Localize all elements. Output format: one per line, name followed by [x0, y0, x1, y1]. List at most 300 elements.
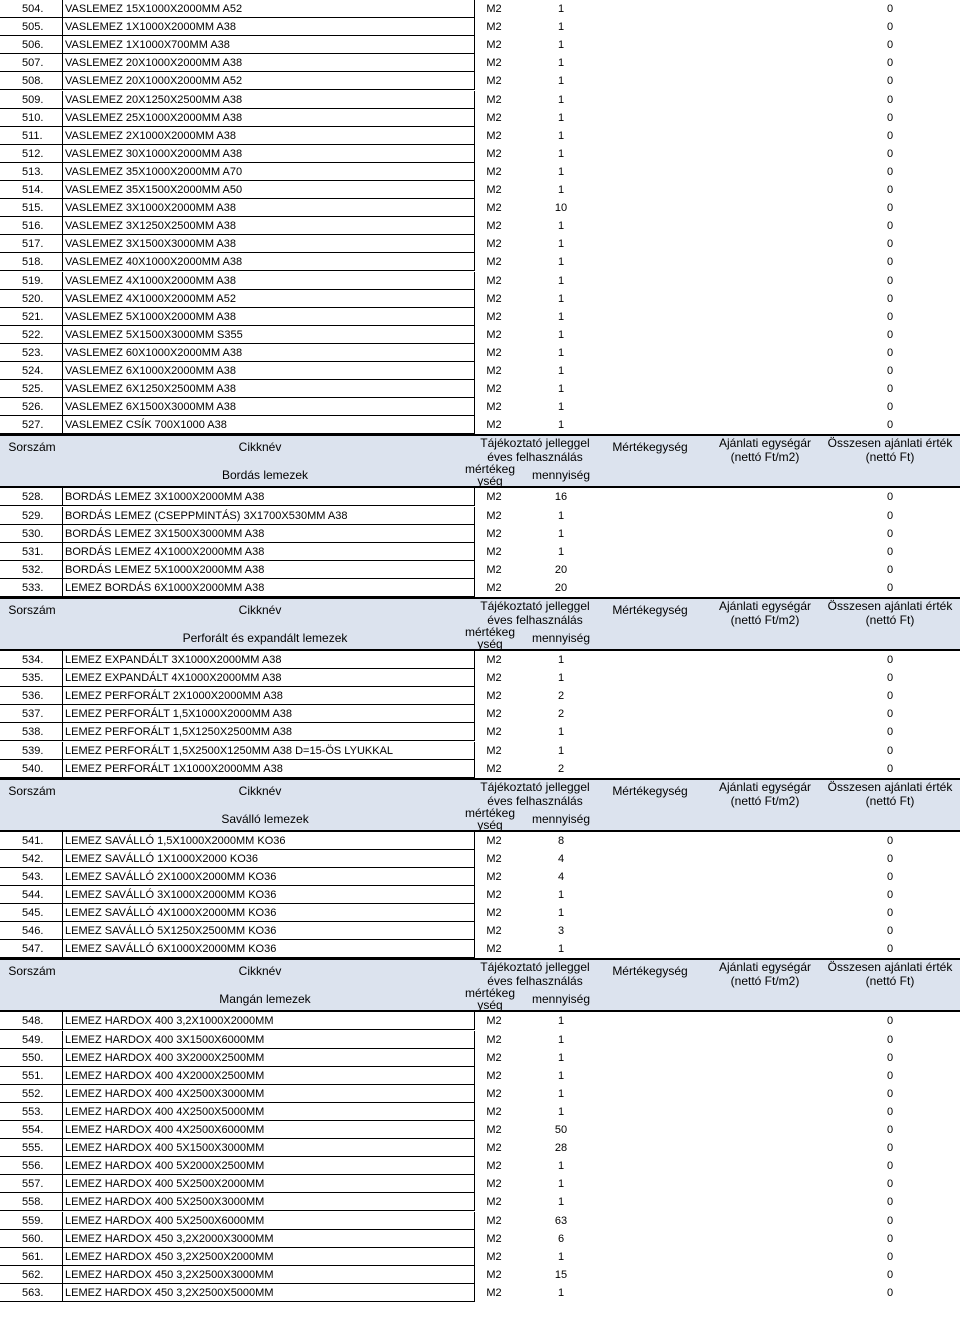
row-number: 548.	[22, 1015, 44, 1028]
table-row	[0, 1067, 960, 1085]
item-name: VASLEMEZ 5X1500X3000MM S355	[65, 328, 243, 341]
item-name: LEMEZ HARDOX 400 4X2500X3000MM	[65, 1087, 265, 1100]
section-title: Saválló lemezek	[221, 811, 309, 826]
total-value: 0	[886, 1051, 894, 1064]
item-name: VASLEMEZ 20X1000X2000MM A52	[65, 75, 243, 88]
row-number: 561.	[22, 1250, 44, 1263]
item-name: LEMEZ HARDOX 400 4X2500X6000MM	[65, 1124, 265, 1136]
unit: M2	[486, 1268, 502, 1281]
column-divider	[62, 1067, 63, 1085]
table-row	[0, 1031, 960, 1049]
column-divider	[474, 145, 475, 163]
unit: M2	[486, 581, 502, 594]
row-number: 532.	[22, 563, 44, 576]
column-divider	[474, 868, 475, 886]
row-number: 560.	[22, 1232, 44, 1245]
column-divider	[62, 940, 63, 958]
column-divider	[474, 488, 475, 506]
row-number: 523.	[22, 346, 44, 359]
column-divider	[474, 1049, 475, 1067]
row-number: 516.	[22, 220, 44, 233]
column-divider	[62, 922, 63, 940]
total-value: 0	[886, 1268, 894, 1281]
quantity: 1	[557, 147, 565, 160]
column-divider	[474, 416, 475, 434]
item-name: VASLEMEZ 6X1000X2000MM A38	[65, 365, 237, 377]
unit: M2	[486, 852, 502, 865]
quantity: 2	[557, 690, 565, 703]
column-divider	[474, 760, 475, 778]
item-name: LEMEZ HARDOX 450 3,2X2500X5000MM	[65, 1286, 274, 1299]
quantity: 10	[554, 202, 568, 215]
row-number: 556.	[22, 1160, 44, 1173]
column-divider	[474, 543, 475, 561]
header-mertekeg-line2: ység	[477, 998, 503, 1013]
unit: M2	[486, 1069, 502, 1082]
unit: M2	[486, 292, 502, 305]
total-value: 0	[886, 220, 894, 233]
header-mennyiseg: mennyiség	[531, 992, 591, 1007]
section-title: Bordás lemezek	[221, 468, 309, 483]
item-name: LEMEZ HARDOX 400 5X2500X2000MM	[65, 1178, 265, 1191]
quantity: 1	[557, 943, 565, 956]
total-value: 0	[886, 3, 894, 15]
total-value: 0	[886, 328, 894, 341]
row-divider	[0, 1301, 474, 1302]
column-divider	[62, 832, 63, 850]
header-mertekeg-line1: mértékeg	[464, 625, 516, 639]
row-number: 549.	[22, 1033, 44, 1046]
column-divider	[62, 705, 63, 723]
column-divider	[474, 1230, 475, 1248]
header-tajekoztato-line1: Tájékoztató jelleggel	[480, 436, 590, 451]
column-divider	[474, 687, 475, 705]
column-divider	[62, 290, 63, 308]
table-row	[0, 1284, 960, 1302]
row-number: 526.	[22, 401, 44, 414]
row-number: 514.	[22, 184, 44, 196]
row-number: 505.	[22, 21, 44, 34]
table-row	[0, 579, 960, 597]
unit: M2	[486, 111, 502, 124]
total-value: 0	[886, 852, 894, 865]
item-name: VASLEMEZ 4X1000X2000MM A52	[65, 292, 237, 305]
quantity: 1	[557, 93, 565, 106]
total-value: 0	[886, 726, 894, 739]
row-number: 531.	[22, 545, 44, 558]
column-divider	[474, 525, 475, 543]
row-number: 541.	[22, 834, 44, 847]
item-name: LEMEZ HARDOX 400 4X2000X2500MM	[65, 1069, 265, 1082]
table-row	[0, 235, 960, 253]
row-number: 550.	[22, 1051, 44, 1064]
item-name: VASLEMEZ 20X1000X2000MM A38	[65, 57, 243, 70]
column-divider	[62, 543, 63, 561]
column-divider	[474, 91, 475, 109]
table-row	[0, 1266, 960, 1284]
item-name: LEMEZ EXPANDÁLT 3X1000X2000MM A38	[65, 654, 282, 666]
column-divider	[62, 163, 63, 181]
quantity: 1	[557, 1069, 565, 1082]
unit: M2	[486, 184, 502, 196]
column-divider	[474, 199, 475, 217]
column-divider	[474, 362, 475, 380]
total-value: 0	[886, 39, 894, 52]
column-divider	[62, 687, 63, 705]
column-divider	[474, 705, 475, 723]
column-divider	[62, 362, 63, 380]
column-divider	[62, 904, 63, 922]
row-number: 552.	[22, 1087, 44, 1100]
total-value: 0	[886, 870, 894, 883]
unit: M2	[486, 1178, 502, 1191]
table-row	[0, 543, 960, 561]
total-value: 0	[886, 1087, 894, 1100]
column-divider	[62, 669, 63, 687]
quantity: 1	[557, 238, 565, 251]
table-row	[0, 272, 960, 290]
unit: M2	[486, 943, 502, 956]
item-name: LEMEZ HARDOX 400 4X2500X5000MM	[65, 1105, 265, 1118]
unit: M2	[486, 310, 502, 323]
table-row	[0, 1121, 960, 1139]
total-value: 0	[886, 93, 894, 106]
header-mertekeg-line1: mértékeg	[464, 462, 516, 477]
column-divider	[474, 669, 475, 687]
quantity: 1	[557, 365, 565, 377]
column-divider	[474, 72, 475, 90]
table-row	[0, 561, 960, 579]
column-divider	[62, 1031, 63, 1049]
quantity: 1	[557, 1286, 565, 1299]
column-divider	[474, 127, 475, 145]
quantity: 1	[557, 256, 565, 269]
row-number: 508.	[22, 75, 44, 88]
table-row	[0, 1212, 960, 1230]
header-mennyiseg: mennyiség	[531, 811, 591, 826]
header-ajanlati-line1: Ajánlati egységár	[718, 779, 812, 794]
total-value: 0	[886, 1124, 894, 1136]
quantity: 1	[557, 401, 565, 414]
unit: M2	[486, 57, 502, 70]
total-value: 0	[886, 57, 894, 70]
unit: M2	[486, 1124, 502, 1136]
unit: M2	[486, 328, 502, 341]
column-divider	[62, 1121, 63, 1139]
header-osszesen-line1: Összesen ajánlati érték	[827, 960, 953, 975]
column-divider	[474, 1266, 475, 1284]
table-row	[0, 742, 960, 760]
total-value: 0	[886, 545, 894, 558]
row-number: 533.	[22, 581, 44, 594]
header-mennyiseg: mennyiség	[531, 468, 591, 483]
unit: M2	[486, 1196, 502, 1209]
total-value: 0	[886, 147, 894, 160]
unit: M2	[486, 762, 502, 775]
total-value: 0	[886, 1178, 894, 1191]
table-row	[0, 54, 960, 72]
column-divider	[474, 1284, 475, 1302]
total-value: 0	[886, 708, 894, 721]
unit: M2	[486, 1105, 502, 1118]
table-row	[0, 850, 960, 868]
column-divider	[62, 181, 63, 199]
header-mertekeg-line1: mértékeg	[464, 805, 516, 820]
table-row	[0, 416, 960, 434]
unit: M2	[486, 21, 502, 34]
header-cikknev: Cikknév	[238, 964, 282, 979]
table-row	[0, 127, 960, 145]
column-divider	[62, 1175, 63, 1193]
column-divider	[62, 145, 63, 163]
header-cikknev: Cikknév	[238, 603, 282, 617]
column-divider	[62, 760, 63, 778]
header-osszesen-line2: (nettó Ft)	[865, 974, 915, 989]
unit: M2	[486, 925, 502, 938]
header-osszesen-line2: (nettó Ft)	[865, 793, 915, 808]
unit: M2	[486, 3, 502, 15]
quantity: 1	[557, 1051, 565, 1064]
quantity: 1	[557, 75, 565, 88]
section-title: Perforált és expandált lemezek	[182, 631, 348, 645]
row-number: 545.	[22, 907, 44, 920]
header-mertekeg-line2: ység	[477, 637, 503, 651]
total-value: 0	[886, 238, 894, 251]
row-number: 512.	[22, 147, 44, 160]
item-name: LEMEZ SAVÁLLÓ 3X1000X2000MM KO36	[65, 889, 277, 901]
column-divider	[62, 1248, 63, 1266]
quantity: 1	[557, 129, 565, 142]
column-divider	[62, 1212, 63, 1230]
item-name: VASLEMEZ 35X1000X2000MM A70	[65, 165, 243, 178]
quantity: 1	[557, 184, 565, 196]
total-value: 0	[886, 943, 894, 956]
unit: M2	[486, 1160, 502, 1173]
table-row	[0, 1230, 960, 1248]
item-name: BORDÁS LEMEZ 3X1500X3000MM A38	[65, 527, 265, 540]
table-row	[0, 760, 960, 778]
total-value: 0	[886, 1232, 894, 1245]
header-osszesen-line1: Összesen ajánlati érték	[827, 779, 953, 794]
row-number: 562.	[22, 1268, 44, 1281]
unit: M2	[486, 889, 502, 901]
quantity: 8	[557, 834, 565, 847]
unit: M2	[486, 1051, 502, 1064]
row-number: 543.	[22, 870, 44, 883]
quantity: 1	[557, 889, 565, 901]
section-header	[0, 958, 960, 1012]
total-value: 0	[886, 654, 894, 666]
quantity: 1	[557, 1250, 565, 1263]
table-row	[0, 687, 960, 705]
row-number: 525.	[22, 383, 44, 396]
row-number: 522.	[22, 328, 44, 341]
column-divider	[474, 940, 475, 958]
table-row	[0, 868, 960, 886]
section-header	[0, 597, 960, 651]
row-number: 528.	[22, 491, 44, 504]
table-row	[0, 217, 960, 235]
row-number: 558.	[22, 1196, 44, 1209]
item-name: LEMEZ PERFORÁLT 1,5X1250X2500MM A38	[65, 726, 293, 739]
item-name: VASLEMEZ 1X1000X700MM A38	[65, 39, 230, 52]
column-divider	[62, 1284, 63, 1302]
quantity: 50	[554, 1124, 568, 1136]
column-divider	[62, 344, 63, 362]
unit: M2	[486, 1033, 502, 1046]
unit: M2	[486, 907, 502, 920]
item-name: LEMEZ SAVÁLLÓ 2X1000X2000MM KO36	[65, 870, 277, 883]
column-divider	[62, 1103, 63, 1121]
column-divider	[62, 1157, 63, 1175]
item-name: VASLEMEZ 4X1000X2000MM A38	[65, 274, 237, 287]
total-value: 0	[886, 365, 894, 377]
row-number: 504.	[22, 3, 44, 15]
quantity: 1	[557, 1178, 565, 1191]
total-value: 0	[886, 202, 894, 215]
total-value: 0	[886, 1250, 894, 1263]
column-divider	[62, 1230, 63, 1248]
item-name: LEMEZ BORDÁS 6X1000X2000MM A38	[65, 581, 265, 594]
total-value: 0	[886, 762, 894, 775]
column-divider	[474, 579, 475, 597]
quantity: 20	[554, 563, 568, 576]
table-row	[0, 1085, 960, 1103]
quantity: 1	[557, 292, 565, 305]
quantity: 28	[554, 1142, 568, 1155]
item-name: LEMEZ HARDOX 400 5X2500X6000MM	[65, 1214, 265, 1227]
header-mertekegyseg: Mértékegység	[612, 603, 688, 617]
row-number: 507.	[22, 57, 44, 70]
quantity: 1	[557, 3, 565, 15]
row-number: 530.	[22, 527, 44, 540]
quantity: 4	[557, 870, 565, 883]
total-value: 0	[886, 401, 894, 414]
column-divider	[474, 1085, 475, 1103]
table-row	[0, 36, 960, 54]
quantity: 6	[557, 1232, 565, 1245]
table-row	[0, 145, 960, 163]
row-number: 563.	[22, 1286, 44, 1299]
column-divider	[474, 1157, 475, 1175]
unit: M2	[486, 527, 502, 540]
quantity: 1	[557, 1160, 565, 1173]
header-ajanlati-line2: (nettó Ft/m2)	[730, 974, 800, 989]
total-value: 0	[886, 581, 894, 594]
unit: M2	[486, 672, 502, 685]
total-value: 0	[886, 509, 894, 522]
quantity: 63	[554, 1214, 568, 1227]
total-value: 0	[886, 744, 894, 757]
unit: M2	[486, 545, 502, 558]
unit: M2	[486, 220, 502, 233]
column-divider	[474, 742, 475, 760]
item-name: VASLEMEZ 30X1000X2000MM A38	[65, 147, 243, 160]
column-divider	[474, 326, 475, 344]
item-name: VASLEMEZ 6X1250X2500MM A38	[65, 383, 237, 396]
quantity: 1	[557, 654, 565, 666]
column-divider	[62, 308, 63, 326]
header-tajekoztato-line2: éves felhasználás	[487, 450, 583, 465]
item-name: VASLEMEZ 15X1000X2000MM A52	[65, 3, 243, 15]
column-divider	[474, 163, 475, 181]
item-name: LEMEZ SAVÁLLÓ 6X1000X2000MM KO36	[65, 943, 277, 956]
header-sorszam: Sorszám	[8, 440, 56, 455]
column-divider	[474, 181, 475, 199]
unit: M2	[486, 238, 502, 251]
column-divider	[474, 253, 475, 271]
total-value: 0	[886, 1015, 894, 1028]
item-name: LEMEZ HARDOX 400 3X2000X2500MM	[65, 1051, 265, 1064]
row-number: 557.	[22, 1178, 44, 1191]
row-number: 537.	[22, 708, 44, 721]
header-tajekoztato-line2: éves felhasználás	[487, 613, 583, 627]
column-divider	[62, 127, 63, 145]
table-row	[0, 362, 960, 380]
column-divider	[62, 1049, 63, 1067]
unit: M2	[486, 346, 502, 359]
column-divider	[62, 18, 63, 36]
quantity: 2	[557, 762, 565, 775]
table-row	[0, 1157, 960, 1175]
item-name: LEMEZ SAVÁLLÓ 5X1250X2500MM KO36	[65, 925, 277, 938]
item-name: LEMEZ HARDOX 450 3,2X2500X3000MM	[65, 1268, 274, 1281]
header-sorszam: Sorszám	[8, 964, 56, 979]
header-mertekegyseg: Mértékegység	[612, 783, 688, 798]
column-divider	[474, 1031, 475, 1049]
total-value: 0	[886, 1033, 894, 1046]
total-value: 0	[886, 75, 894, 88]
item-name: LEMEZ PERFORÁLT 1,5X1000X2000MM A38	[65, 708, 293, 721]
row-number: 551.	[22, 1069, 44, 1082]
table-row	[0, 1103, 960, 1121]
row-number: 513.	[22, 165, 44, 178]
table-row	[0, 1193, 960, 1211]
column-divider	[62, 579, 63, 597]
row-number: 554.	[22, 1124, 44, 1136]
header-mertekegyseg: Mértékegység	[612, 440, 688, 455]
total-value: 0	[886, 383, 894, 396]
header-sorszam: Sorszám	[8, 603, 56, 617]
row-number: 546.	[22, 925, 44, 938]
item-name: VASLEMEZ 60X1000X2000MM A38	[65, 346, 243, 359]
row-number: 547.	[22, 943, 44, 956]
row-number: 509.	[22, 93, 44, 106]
item-name: BORDÁS LEMEZ 4X1000X2000MM A38	[65, 545, 265, 558]
header-mertekeg-line2: ység	[477, 474, 503, 489]
quantity: 1	[557, 744, 565, 757]
item-name: BORDÁS LEMEZ 3X1000X2000MM A38	[65, 491, 265, 504]
item-name: VASLEMEZ CSÍK 700X1000 A38	[65, 419, 227, 432]
table-row	[0, 344, 960, 362]
column-divider	[474, 1139, 475, 1157]
total-value: 0	[886, 419, 894, 432]
column-divider	[474, 561, 475, 579]
section-header	[0, 434, 960, 488]
header-ajanlati-line2: (nettó Ft/m2)	[730, 613, 800, 627]
table-row	[0, 1175, 960, 1193]
total-value: 0	[886, 292, 894, 305]
unit: M2	[486, 1142, 502, 1155]
quantity: 3	[557, 925, 565, 938]
quantity: 1	[557, 419, 565, 432]
column-divider	[474, 398, 475, 416]
unit: M2	[486, 491, 502, 504]
header-tajekoztato-line2: éves felhasználás	[487, 793, 583, 808]
total-value: 0	[886, 889, 894, 901]
header-osszesen-line1: Összesen ajánlati érték	[827, 599, 953, 613]
column-divider	[62, 253, 63, 271]
